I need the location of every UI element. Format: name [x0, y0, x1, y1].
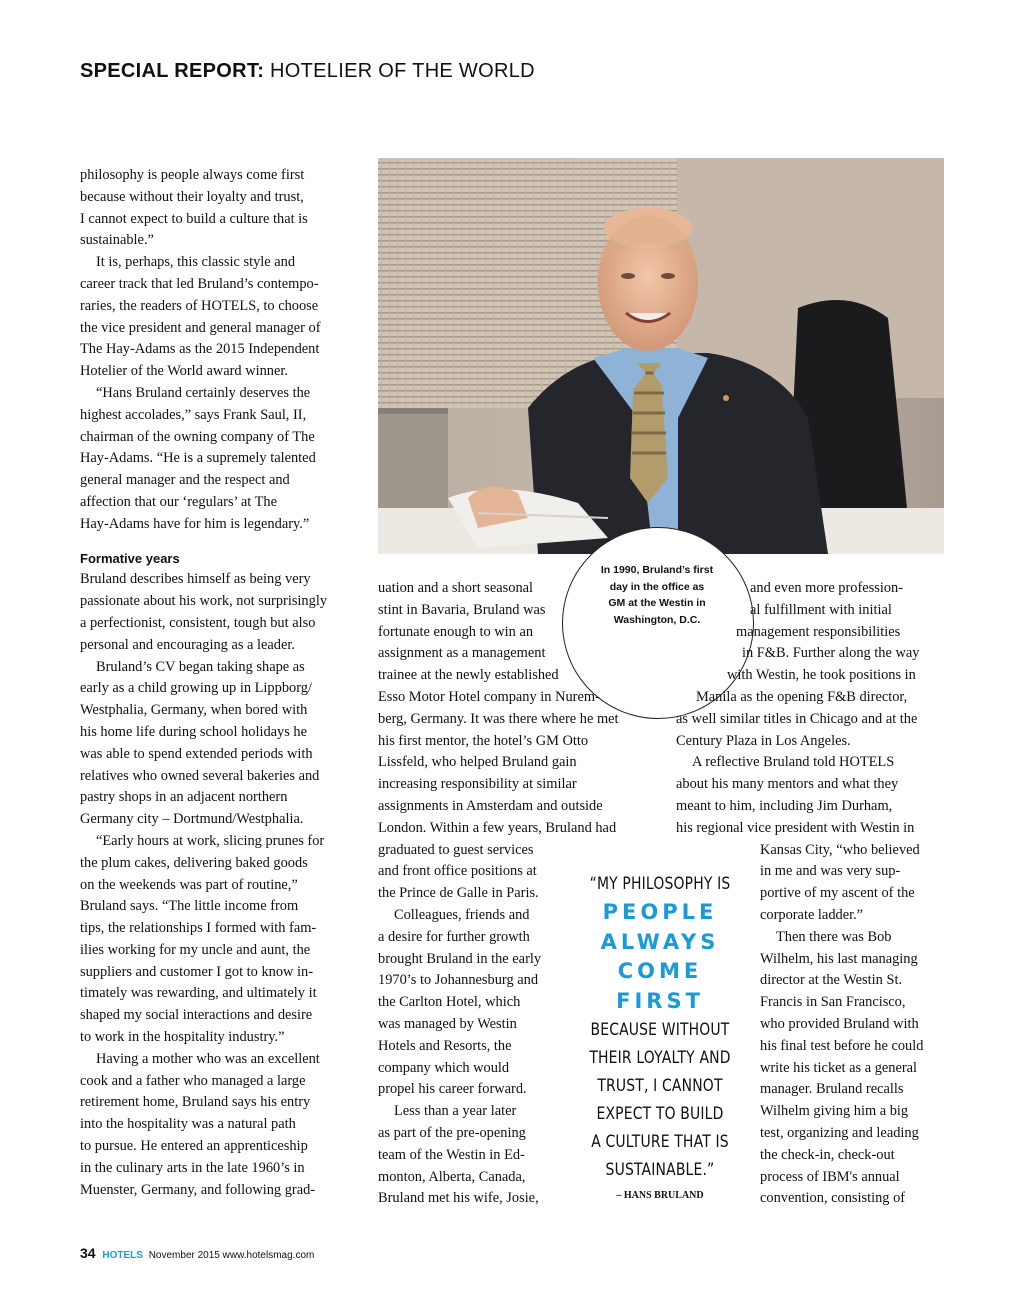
- text-line: sustainable.”: [80, 232, 154, 249]
- text-line: the check-in, check-out: [760, 1146, 895, 1163]
- magazine-name: HOTELS: [102, 1250, 143, 1261]
- text-line: his first mentor, the hotel’s GM Otto: [378, 732, 589, 749]
- text-line: monton, Alberta, Canada,: [378, 1168, 526, 1185]
- text-line: to work in the hospitality industry.”: [80, 1029, 285, 1046]
- caption-line: GM at the Westin in: [608, 597, 706, 609]
- text-line: brought Bruland in the early: [378, 950, 542, 967]
- text-line: to pursue. He entered an apprenticeship: [80, 1138, 308, 1155]
- text-line: raries, the readers of HOTELS, to choose: [80, 297, 319, 314]
- text-line: general manager and the respect and: [80, 472, 290, 489]
- text-line: suppliers and customer I got to know in-: [80, 963, 314, 980]
- text-line: graduated to guest services: [378, 841, 534, 858]
- text-line: assignments in Amsterdam and outside: [378, 797, 603, 814]
- text-line: about his many mentors and what they: [676, 776, 899, 793]
- text-line: Bruland describes himself as being very: [80, 571, 311, 588]
- text-line: with Westin, he took positions in: [727, 667, 916, 684]
- pull-quote-line: SUSTAINABLE.”: [605, 1160, 715, 1180]
- text-line: relatives who owned several bakeries and: [80, 767, 320, 784]
- text-line: philosophy is people always come first: [80, 167, 305, 183]
- pull-quote-highlight: COME: [617, 959, 703, 983]
- text-line: Kansas City, “who believed: [760, 841, 920, 858]
- subheading: Formative years: [80, 550, 180, 566]
- text-line: early as a child growing up in Lippborg/: [80, 680, 312, 697]
- pull-quote-highlight: FIRST: [616, 988, 704, 1013]
- text-line: because without their loyalty and trust,: [80, 188, 304, 205]
- text-line: team of the Westin in Ed-: [378, 1146, 525, 1163]
- text-line: Hay-Adams. “He is a supremely talented: [80, 450, 316, 467]
- text-line: meant to him, including Jim Durham,: [676, 797, 893, 814]
- text-line: a perfectionist, consistent, tough but also: [80, 614, 316, 631]
- text-line: stint in Bavaria, Bruland was: [378, 601, 546, 618]
- caption-line: In 1990, Bruland’s first: [600, 564, 714, 576]
- text-line: Hotels and Resorts, the: [378, 1037, 512, 1054]
- text-line: Bruland met his wife, Josie,: [378, 1190, 539, 1207]
- issue-info: November 2015 www.hotelsmag.com: [148, 1250, 315, 1261]
- text-line: uation and a short seasonal: [378, 580, 534, 596]
- text-line: process of IBM's annual: [760, 1168, 900, 1185]
- text-line: and even more profession-: [750, 580, 904, 596]
- text-line: passionate about his work, not surprisingly: [80, 593, 328, 610]
- text-line: Muenster, Germany, and following grad-: [80, 1181, 316, 1198]
- text-line: the vice president and general manager of: [80, 319, 321, 336]
- text-line: career track that led Bruland’s contempo-: [80, 275, 319, 292]
- text-line: Then there was Bob: [776, 928, 892, 945]
- text-line: al fulfillment with initial: [750, 601, 892, 618]
- text-line: Wilhelm giving him a big: [760, 1103, 909, 1120]
- text-line: corporate ladder.”: [760, 906, 864, 923]
- text-line: as well similar titles in Chicago and at the: [676, 710, 918, 727]
- text-line: test, organizing and leading: [760, 1124, 919, 1141]
- text-line: berg, Germany. It was there where he met: [378, 710, 619, 727]
- text-line: The Hay-Adams as the 2015 Independent: [80, 341, 320, 358]
- text-line: Wilhelm, his last managing: [760, 950, 918, 967]
- text-line: “Early hours at work, slicing prunes for: [96, 832, 325, 849]
- pull-quote-line: TRUST, I CANNOT: [597, 1076, 723, 1096]
- text-line: company which would: [378, 1059, 510, 1076]
- text-line: as part of the pre-opening: [378, 1124, 526, 1141]
- caption-line: Washington, D.C.: [613, 613, 701, 626]
- pull-quote-highlight: ALWAYS: [600, 929, 720, 954]
- text-line: pastry shops in an adjacent northern: [80, 789, 288, 806]
- text-line: Hotelier of the World award winner.: [80, 363, 288, 380]
- text-line: was managed by Westin: [378, 1015, 517, 1032]
- text-line: into the hospitality was a natural path: [80, 1116, 296, 1133]
- pull-quote: [570, 870, 750, 1201]
- text-line: management responsibilities: [736, 623, 901, 640]
- pull-quote-line: “MY PHILOSOPHY IS: [589, 874, 731, 894]
- text-line: London. Within a few years, Bruland had: [378, 819, 617, 836]
- text-line: portive of my ascent of the: [760, 885, 915, 902]
- text-line: the Prince de Galle in Paris.: [378, 885, 539, 902]
- text-line: A reflective Bruland told HOTELS: [692, 754, 895, 771]
- text-line: his final test before he could: [760, 1037, 924, 1054]
- text-line: Germany city – Dortmund/Westphalia.: [80, 811, 304, 828]
- text-line: his regional vice president with Westin in: [676, 819, 915, 836]
- text-line: increasing responsibility at similar: [378, 776, 577, 793]
- pull-quote-line: THEIR LOYALTY AND: [589, 1048, 731, 1068]
- text-line: I cannot expect to build a culture that is: [80, 210, 308, 227]
- text-line: who provided Bruland with: [760, 1015, 919, 1032]
- text-line: personal and encouraging as a leader.: [80, 636, 295, 653]
- text-line: assignment as a management: [378, 645, 546, 662]
- text-line: convention, consisting of: [760, 1190, 906, 1207]
- pull-quote-line: BECAUSE WITHOUT: [590, 1020, 730, 1040]
- section-label: SPECIAL REPORT:: [80, 60, 265, 82]
- caption-line: day in the office as: [609, 580, 705, 593]
- text-line: in the culinary arts in the late 1960’s in: [80, 1159, 305, 1176]
- text-line: manager. Bruland recalls: [760, 1081, 904, 1098]
- text-line: Less than a year later: [394, 1103, 517, 1120]
- text-line: his home life during school holidays he: [80, 723, 308, 740]
- text-line: Esso Motor Hotel company in Nurem-: [378, 688, 600, 705]
- text-line: chairman of the owning company of The: [80, 428, 315, 445]
- text-line: shaped my social interactions and desire: [80, 1007, 313, 1024]
- text-line: It is, perhaps, this classic style and: [96, 254, 296, 271]
- text-line: fortunate enough to win an: [378, 623, 534, 640]
- pull-quote-attribution: – HANS BRULAND: [616, 1190, 704, 1201]
- text-line: trainee at the newly established: [378, 667, 559, 684]
- text-line: Colleagues, friends and: [394, 906, 530, 923]
- text-line: timately was rewarding, and ultimately it: [80, 985, 317, 1002]
- portrait-photo: [378, 158, 944, 554]
- pull-quote-line: A CULTURE THAT IS: [591, 1132, 729, 1152]
- text-line: highest accolades,” says Frank Saul, II,: [80, 406, 307, 423]
- text-line: write his ticket as a general: [760, 1059, 918, 1076]
- text-line: the Carlton Hotel, which: [378, 994, 521, 1011]
- page-number: 34: [80, 1245, 96, 1261]
- text-line: propel his career forward.: [378, 1081, 527, 1098]
- text-line: ilies working for my uncle and aunt, the: [80, 941, 311, 958]
- text-line: affection that our ‘regulars’ at The: [80, 493, 277, 510]
- section-header: [80, 60, 535, 83]
- article-column-1: [80, 165, 360, 1201]
- text-line: in F&B. Further along the way: [742, 645, 920, 662]
- text-line: Manila as the opening F&B director,: [696, 688, 908, 705]
- text-line: and front office positions at: [378, 863, 537, 880]
- text-line: Hay-Adams have for him is legendary.”: [80, 515, 310, 532]
- text-line: retirement home, Bruland says his entry: [80, 1094, 311, 1111]
- text-line: Bruland says. “The little income from: [80, 898, 299, 915]
- text-line: Francis in San Francisco,: [760, 994, 906, 1011]
- text-line: tips, the relationships I formed with fam-: [80, 920, 317, 937]
- text-line: Having a mother who was an excellent: [96, 1050, 320, 1067]
- text-line: director at the Westin St.: [760, 972, 903, 989]
- text-line: on the weekends was part of routine,”: [80, 876, 298, 893]
- text-line: cook and a father who managed a large: [80, 1072, 306, 1089]
- text-line: a desire for further growth: [378, 928, 530, 945]
- text-line: Lissfeld, who helped Bruland gain: [378, 754, 577, 771]
- text-line: Westphalia, Germany, when bored with: [80, 702, 308, 719]
- text-line: in me and was very sup-: [760, 863, 901, 880]
- text-line: the plum cakes, delivering baked goods: [80, 854, 308, 871]
- text-line: Bruland’s CV began taking shape as: [96, 658, 305, 675]
- text-line: Century Plaza in Los Angeles.: [676, 732, 851, 749]
- text-line: 1970’s to Johannesburg and: [378, 972, 539, 989]
- text-line: “Hans Bruland certainly deserves the: [96, 384, 311, 401]
- section-title: HOTELIER OF THE WORLD: [264, 60, 535, 82]
- pull-quote-line: EXPECT TO BUILD: [596, 1104, 724, 1124]
- pull-quote-highlight: PEOPLE: [602, 900, 718, 924]
- text-line: was able to spend extended periods with: [80, 745, 313, 762]
- page-footer: [80, 1245, 314, 1261]
